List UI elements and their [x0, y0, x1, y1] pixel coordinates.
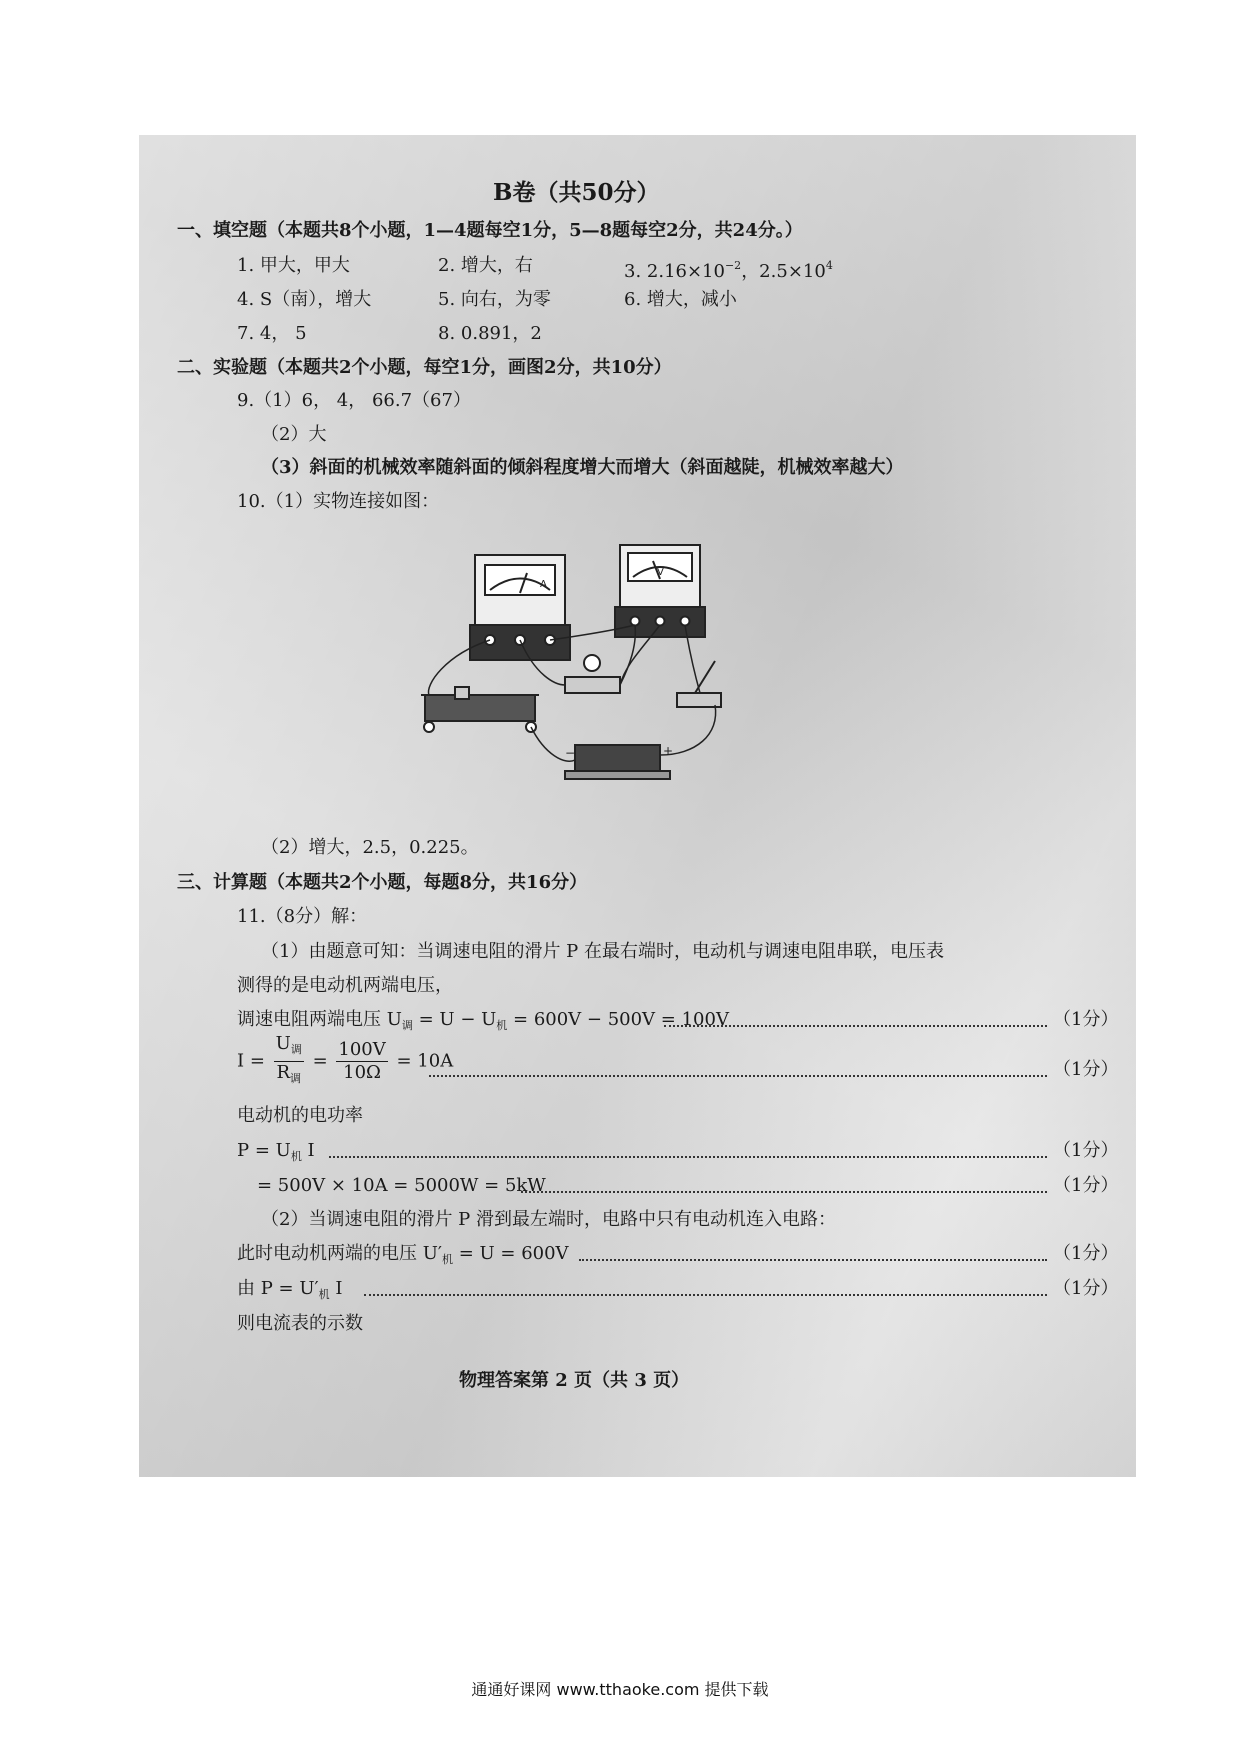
fraction-u-over-r: $\frac{U_调}{R_调}$ — [275, 1033, 302, 1085]
score-2: （1分） — [1053, 1059, 1119, 1080]
lamp — [565, 655, 620, 693]
answer-9-1: 9.（1）6， 4， 66.7（67） — [237, 390, 471, 411]
leader-dots — [664, 1025, 1047, 1027]
part-2-line-1: （2）当调速电阻的滑片 P 滑到最左端时，电路中只有电动机连入电路： — [261, 1209, 837, 1230]
score-6: （1分） — [1053, 1278, 1119, 1299]
equation-motor-voltage: 此时电动机两端的电压 $U'_机 = U = 600V$ — [237, 1243, 569, 1266]
leader-dots — [329, 1156, 1047, 1158]
score-5: （1分） — [1053, 1243, 1119, 1264]
page-title: B卷（共50分） — [493, 179, 660, 206]
ammeter — [470, 555, 570, 660]
ammeter-label: A — [540, 579, 547, 590]
equation-power: $P = U_机$ I — [237, 1140, 315, 1163]
equation-power-relation: 由 $P = U'_机$ I — [237, 1278, 343, 1301]
answer-3: 3. $2.16\times 10^{-2}$，$2.5\times 10^4$ — [624, 259, 833, 282]
equation-voltage: 调速电阻两端电压 $U_调 = U - U_机 = 600V - 500V = 100V$ — [237, 1009, 729, 1032]
answer-9-3: （3）斜面的机械效率随斜面的倾斜程度增大而增大（斜面越陡，机械效率越大） — [261, 457, 904, 478]
answer-8: 8. 0.891，2 — [438, 323, 542, 344]
ammeter-reading-label: 则电流表的示数 — [237, 1313, 363, 1334]
problem-11-label: 11.（8分）解： — [237, 906, 368, 927]
leader-dots — [579, 1259, 1047, 1261]
scanned-paper — [139, 135, 1136, 1477]
battery-minus-label: − — [565, 746, 576, 760]
section-1-heading: 一、填空题（本题共8个小题，1—4题每空1分，5—8题每空2分，共24分。） — [177, 220, 803, 241]
leader-dots — [364, 1294, 1047, 1296]
answer-10-1: 10.（1）实物连接如图： — [237, 491, 440, 512]
fraction-values: $\frac{100V}{10\Omega}$ — [338, 1039, 386, 1083]
switch — [677, 661, 721, 707]
part-1-line-1: （1）由题意可知：当调速电阻的滑片 P 在最右端时，电动机与调速电阻串联，电压表 — [261, 941, 945, 962]
equation-current: I = $\frac{U_调}{R_调}$ = $\frac{100V}{10\Omega}$ = 10A — [237, 1033, 453, 1090]
answer-7: 7. 4， 5 — [237, 323, 307, 344]
part-1-line-2: 测得的是电动机两端电压， — [237, 975, 453, 996]
site-footer: 通通好课网 www.tthaoke.com 提供下载 — [471, 1680, 769, 1699]
score-4: （1分） — [1053, 1175, 1119, 1196]
battery-plus-label: + — [663, 744, 674, 758]
score-1: （1分） — [1053, 1009, 1119, 1030]
answer-2: 2. 增大，右 — [438, 255, 533, 276]
voltmeter-label: V — [657, 567, 664, 578]
score-3: （1分） — [1053, 1140, 1119, 1161]
leader-dots — [521, 1191, 1047, 1193]
answer-9-2: （2）大 — [261, 424, 327, 445]
circuit-diagram — [415, 535, 745, 795]
answer-5: 5. 向右，为零 — [438, 289, 551, 310]
rheostat — [421, 687, 539, 732]
battery — [565, 745, 670, 779]
answer-10-2: （2）增大，2.5，0.225。 — [261, 837, 479, 858]
answer-1: 1. 甲大，甲大 — [237, 255, 350, 276]
answer-4: 4. S（南），增大 — [237, 289, 372, 310]
equation-power-value: = 500V × 10A = 5000W = 5kW — [257, 1175, 546, 1196]
section-2-heading: 二、实验题（本题共2个小题，每空1分，画图2分，共10分） — [177, 357, 672, 378]
leader-dots — [429, 1075, 1047, 1077]
power-label: 电动机的电功率 — [237, 1105, 363, 1126]
page-footer: 物理答案第 2 页（共 3 页） — [459, 1370, 690, 1391]
answer-6: 6. 增大，减小 — [624, 289, 737, 310]
voltmeter — [615, 545, 705, 637]
section-3-heading: 三、计算题（本题共2个小题，每题8分，共16分） — [177, 872, 588, 893]
